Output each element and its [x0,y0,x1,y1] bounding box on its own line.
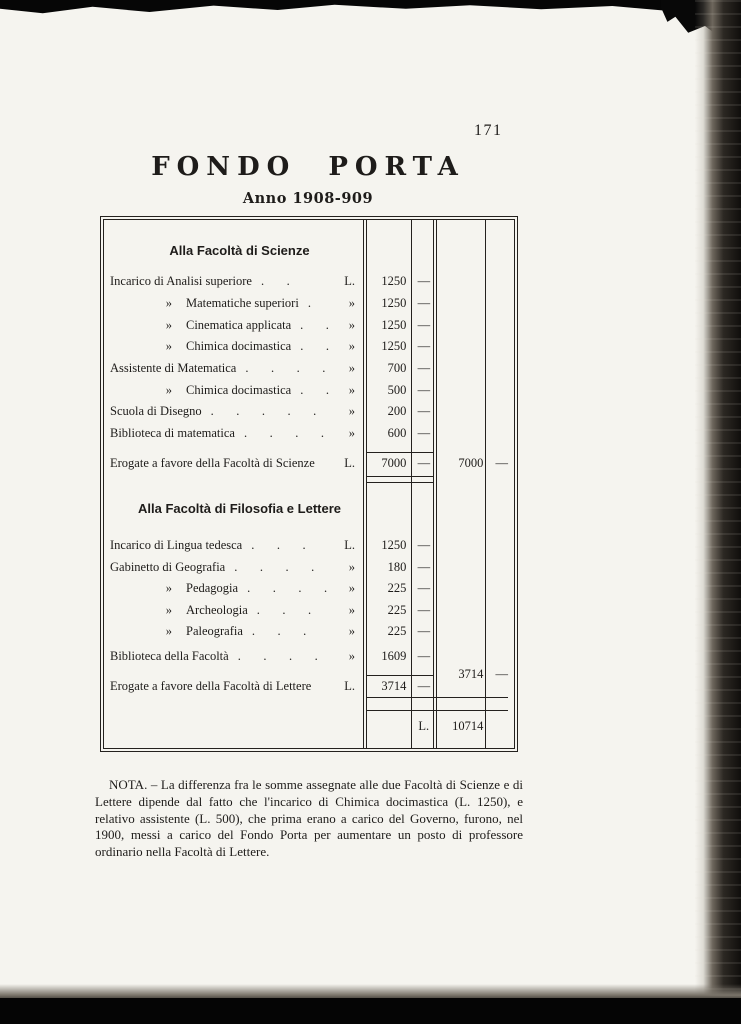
row-description [104,379,361,401]
ditto-mark: » [165,602,172,617]
row-amount: 500 [387,382,407,397]
row-label: Scuola di Disegno [110,403,202,418]
row-label: Incarico di Analisi superiore [110,273,252,288]
row-amount: 1250 [381,537,407,552]
scan-artifact-book-edge [695,0,741,1024]
leader-dots: . [307,295,313,310]
currency-unit: » [348,317,355,332]
footnote-text: – La differenza fra le somme assegnate alle due Facoltà di Scienze e di Lettere dipende dal fatto che l'incarico di Chimica docimastica (L. 1250), e relativo assistente (L. 500), che prima erano a carico del Governo, furono, nel 1900, messi a carico del Fondo Porta per aumentare un posto di professore ordinario nella Facoltà di Lettere. [95,777,523,860]
currency-unit: » [348,360,355,375]
carried-cents: — [495,666,508,681]
row-label: Incarico di Lingua tedesca [110,537,243,552]
total-cents: — [417,678,431,693]
row-description [104,577,361,599]
currency-unit: » [348,382,355,397]
row-amount: 180 [387,559,407,574]
total-cents: — [417,455,431,470]
table-row [104,314,514,336]
leader-dots: . . . . [243,425,326,440]
section-header: Alla Facoltà di Scienze [169,242,310,258]
currency-unit: » [348,602,355,617]
currency-unit: L. [344,678,355,693]
row-cents: — [417,580,431,595]
row-description [104,292,361,314]
carried-amount: 7000 [458,455,484,470]
row-cents: — [417,559,431,574]
row-amount: 225 [387,623,407,638]
row-amount: 200 [387,403,407,418]
table-row [104,335,514,357]
total-description [104,675,361,697]
row-amount: 1250 [381,273,407,288]
row-amount: 1250 [381,338,407,353]
footnote [95,777,523,861]
section-total-row [104,452,514,474]
footnote-label: NOTA. [109,777,148,792]
leader-dots: . . [300,338,331,353]
ditto-mark: » [165,623,172,638]
page-subtitle: Anno 1908-909 [242,190,374,207]
row-label: Biblioteca della Facoltà [110,648,229,663]
row-cents: — [417,295,431,310]
grand-total-row [104,715,514,737]
row-cents: — [417,623,431,638]
table-row [104,620,514,642]
currency-unit: » [348,623,355,638]
leader-dots: . . . . [234,559,317,574]
row-label: Assistente di Matematica [110,360,237,375]
ditto-mark: » [165,382,172,397]
row-cents: — [417,273,431,288]
leader-dots: . . . [251,623,309,638]
row-cents: — [417,317,431,332]
scan-artifact-bottom-edge [0,998,741,1024]
ditto-mark: » [165,317,172,332]
row-cents: — [417,648,431,663]
row-label: Gabinetto di Geografia [110,559,226,574]
row-label: Paleografia [186,623,243,638]
row-label: Cinematica applicata [186,317,292,332]
grand-total-unit: L. [418,718,430,733]
currency-unit: » [348,338,355,353]
row-description [104,599,361,621]
row-amount: 1609 [381,648,407,663]
currency-unit: » [348,403,355,418]
row-cents: — [417,338,431,353]
page-number: 171 [474,122,503,139]
total-description [104,452,361,474]
row-description [104,314,361,336]
table-row [104,292,514,314]
currency-unit: » [348,559,355,574]
leader-dots: . . [300,382,331,397]
table-row [104,577,514,599]
grand-total-rule [366,710,508,711]
row-cents: — [417,537,431,552]
leader-dots: . . . [251,537,308,552]
row-cents: — [417,602,431,617]
leader-dots: . . . . [245,360,328,375]
row-description [104,620,361,642]
currency-unit: » [348,425,355,440]
ditto-mark: » [165,338,172,353]
row-label: Biblioteca di matematica [110,425,235,440]
row-description [104,645,361,667]
row-description [104,270,361,292]
leader-dots: . . [260,273,292,288]
row-label: Pedagogia [186,580,239,595]
section-header-row [104,239,514,261]
row-cents: — [417,360,431,375]
page-title: FONDO PORTA [151,152,465,182]
currency-unit: » [348,580,355,595]
currency-unit: L. [344,455,355,470]
row-amount: 225 [387,602,407,617]
row-amount: 1250 [381,295,407,310]
row-label: Archeologia [186,602,248,617]
section-total-row [104,666,514,697]
row-label: Chimica docimastica [186,338,292,353]
leader-dots: . . [300,317,331,332]
leader-dots: . . . . . [210,403,319,418]
table-row [104,422,514,444]
table-row [104,556,514,578]
carried-cents: — [495,455,508,470]
row-amount: 1250 [381,317,407,332]
row-description [104,556,361,578]
leader-dots: . . . . [237,648,320,663]
currency-unit: » [348,295,355,310]
table-row [104,400,514,422]
row-description [104,534,361,556]
row-description [104,335,361,357]
row-cents: — [417,425,431,440]
grand-total-amount: 10714 [452,718,484,733]
table-row [104,357,514,379]
currency-unit: » [348,648,355,663]
leader-dots: . . . [256,602,314,617]
currency-unit: L. [344,273,355,288]
row-description [104,400,361,422]
currency-unit: L. [344,537,355,552]
row-cents: — [417,382,431,397]
leader-dots: . . . . [247,580,330,595]
total-label: Erogate a favore della Facoltà di Scienze [110,455,315,470]
row-cents: — [417,403,431,418]
closing-rule [366,697,508,698]
row-amount: 225 [387,580,407,595]
row-label: Chimica docimastica [186,382,292,397]
total-amount: 3714 [381,678,407,693]
row-label: Matematiche superiori [186,295,299,310]
total-label: Erogate a favore della Facoltà di Lettere [110,678,312,693]
carried-amount: 3714 [458,666,484,681]
ledger-table [100,216,518,752]
section-header-row [104,497,514,519]
row-description [104,422,361,444]
row-amount: 700 [387,360,407,375]
row-description [104,357,361,379]
ditto-mark: » [165,580,172,595]
section-header: Alla Facoltà di Filosofia e Lettere [138,500,341,516]
double-rule-scienze [366,476,434,483]
table-row [104,599,514,621]
ditto-mark: » [165,295,172,310]
table-row [104,534,514,556]
table-row [104,379,514,401]
total-amount: 7000 [381,455,407,470]
table-row [104,270,514,292]
scan-artifact-top-edge [0,0,712,20]
row-amount: 600 [387,425,407,440]
